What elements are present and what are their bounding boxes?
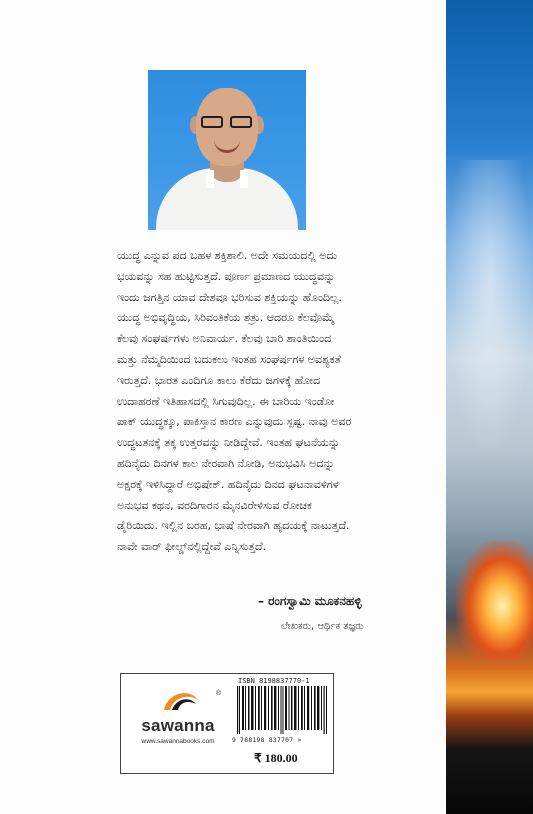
publisher-website: www.sawannabooks.com <box>141 738 215 745</box>
blurb-line: ಇಂದು ಜಗತ್ತಿನ ಯಾವ ದೇಶವೂ ಭರಿಸುವ ಶಕ್ತಿಯನ್ನು ಹೊಂದಿಲ್ಲ. <box>117 290 342 304</box>
spine-art <box>446 0 533 814</box>
smoke-cloud <box>446 160 533 460</box>
glasses-lens-right <box>230 116 252 128</box>
registered-mark: ® <box>216 690 222 697</box>
blurb-line: ಮತ್ತು ನೆಮ್ಮದಿಯಿಂದ ಬದುಕಲು ಇಂತಹ ಸಂಘರ್ಷಗಳ ಅವಶ್ಯಕತೆ <box>117 352 341 366</box>
author-collar <box>206 170 248 188</box>
blurb-line: ಇರುತ್ತದೆ. ಭಾರತ ಎಂದಿಗೂ ಕಾಲು ಕೆರೆದು ಜಗಳಕ್ಕೆ ಹೋದ <box>117 373 321 387</box>
author-photo <box>148 70 306 230</box>
publisher-logo <box>128 686 228 758</box>
blurb-line: ಹದಿನೈದು ದಿನಗಳ ಕಾಲ ನೇರವಾಗಿ ನೋಡಿ, ಅನುಭವಿಸಿ ಅದನ್ನು <box>117 456 335 470</box>
signature-name: – ರಂಗಸ್ವಾಮಿ ಮೂಕನಹಳ್ಳಿ <box>258 594 362 608</box>
publisher-brand: sawanna <box>141 716 215 735</box>
blurb-line: ಭಯವನ್ನು ಸಹ ಹುಟ್ಟಿಸುತ್ತದೆ. ಪೂರ್ಣ ಪ್ರಮಾಣದ ಯುದ್ಧವನ್ನು <box>117 269 336 283</box>
price-label: ₹ 180.00 <box>254 751 298 765</box>
barcode-icon <box>236 686 328 734</box>
blurb-line: ಉದ್ಧಟತನಕ್ಕೆ ತಕ್ಕ ಉತ್ತರವನ್ನು ನೀಡಿದ್ದೇವೆ. ಇಂತಹ ಘಟನೆಯನ್ನು <box>117 436 340 450</box>
blurb-line: ಅಕ್ಷರಕ್ಕೆ ಇಳಿಸಿದ್ದಾರೆ ಅಭಿಷೇಕ್. ಹದಿನೈದು ದಿನದ ಘಟನಾವಳಿಗಳ <box>117 477 339 491</box>
blurb-line: ಯುದ್ಧ ಎನ್ನುವ ಪದ ಬಹಳ ಶಕ್ತಿಶಾಲಿ. ಅದೇ ಸಮಯದಲ್ಲಿ ಅದು <box>117 249 338 262</box>
explosion-fire <box>456 540 533 660</box>
blurb-line: ಅನುಭವ ಕಥನ, ವರದಿಗಾರನ ಮೈನವಿರೇಳಿಸುವ ರೋಚಕ <box>117 498 312 512</box>
isbn-digits: 9 788198 837707 > <box>232 737 302 744</box>
blurb-line: ಡೈರಿಯಿದು. ಇಲ್ಲಿನ ಬರಹ, ಭಾಷೆ ನೇರವಾಗಿ ಹೃದಯಕ್ಕೆ ನಾಟುತ್ತದೆ. <box>117 519 350 533</box>
blurb-line: ಕೆಲವು ಸಂಘರ್ಷಗಳು ಅನಿವಾರ್ಯ. ಕೆಲವು ಬಾರಿ ಶಾಂತಿಯಿಂದ <box>117 332 332 346</box>
sun-swoosh-icon <box>160 686 200 712</box>
blurb-line: ನಾವೇ ವಾರ್ ಫೀಲ್ಡ್‌ನಲ್ಲಿದ್ದೇವೆ ಎನ್ನಿಸುತ್ತದೆ. <box>117 540 267 554</box>
blurb-text <box>117 246 442 558</box>
blurb-line: ಪಾಕ್ ಯುದ್ಧಕ್ಕೂ, ಪಾಕಿಸ್ತಾನ ಕಾರಣ ಎನ್ನುವುದು ಸ್ಪಷ್ಟ. ನಾವು ಅವರ <box>117 415 352 429</box>
blurb-line: ಯುದ್ಧ ಅಭಿವೃದ್ಧಿಯ, ಸಿರಿವಂತಿಕೆಯ ಶತ್ರು. ಆದರೂ ಕೆಲವೊಮ್ಮೆ <box>117 311 335 325</box>
isbn-label: ISBN 8198837770-1 <box>238 677 310 685</box>
glasses-lens-left <box>201 116 223 128</box>
blurb-line: ಉದಾಹರಣೆ ಇತಿಹಾಸದಲ್ಲಿ ಸಿಗುವುದಿಲ್ಲ. ಈ ಬಾರಿಯ ಇಂಡೋ <box>117 394 335 408</box>
signature-role: ಲೇಖಕರು, ಆರ್ಥಿಕ ತಜ್ಞರು <box>281 621 364 632</box>
